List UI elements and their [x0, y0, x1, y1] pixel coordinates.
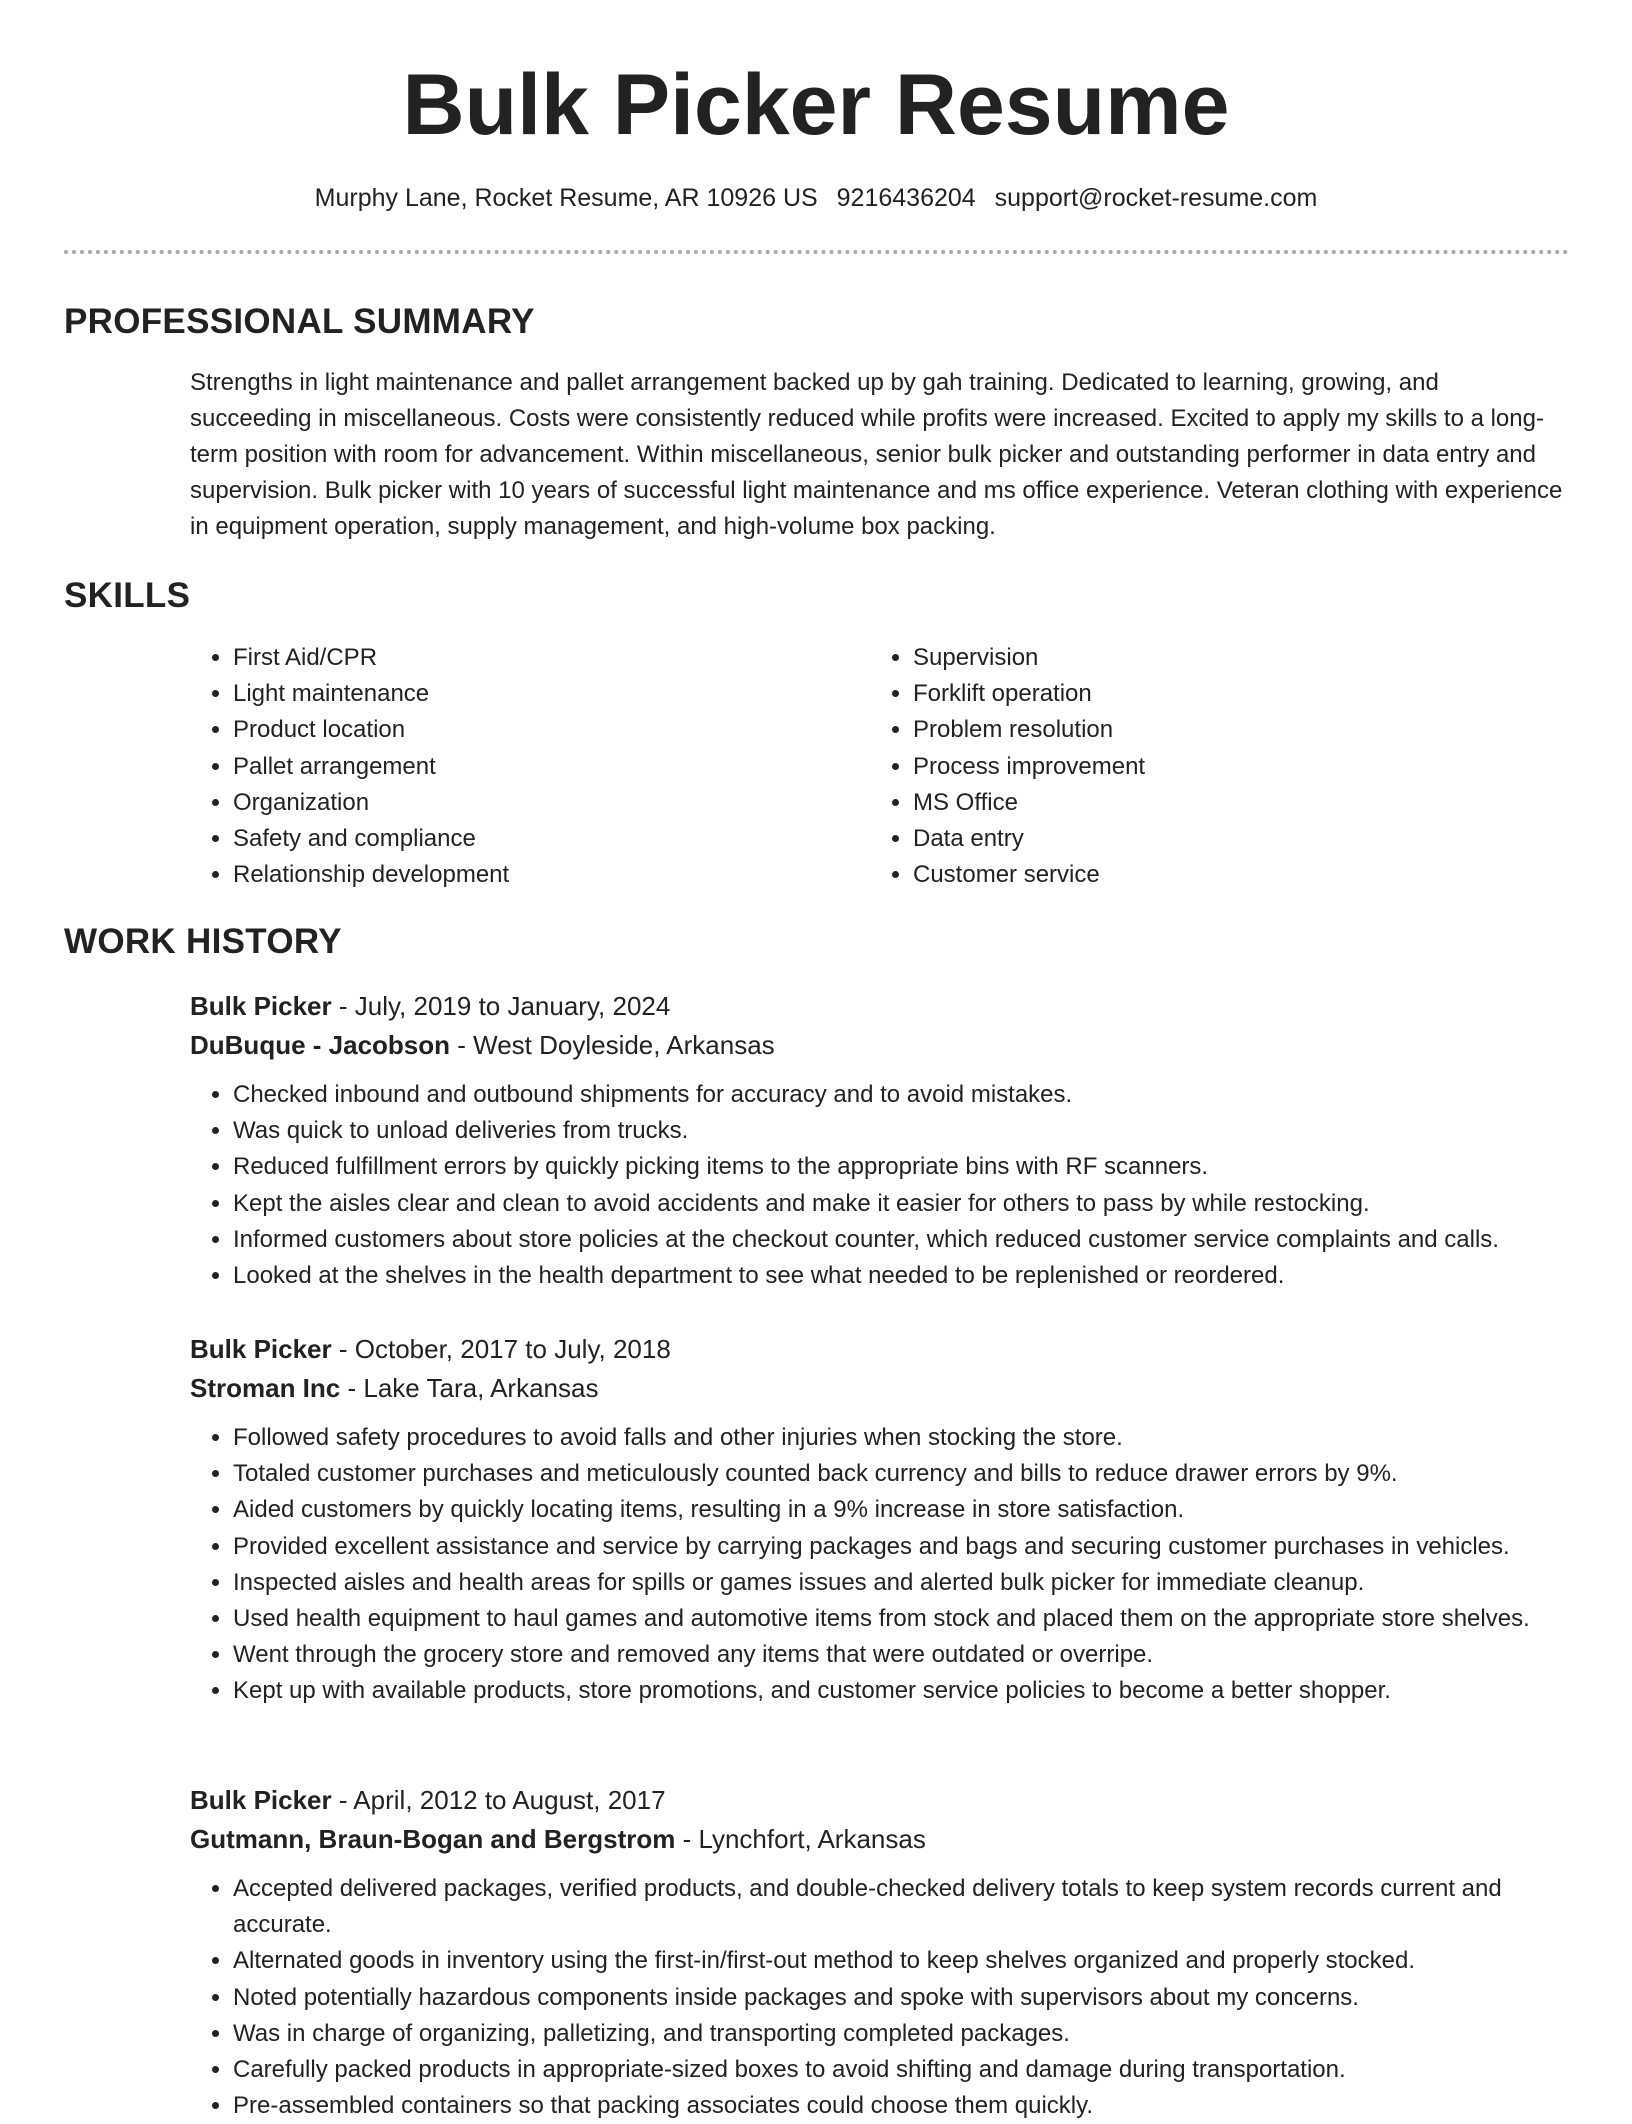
summary-text: Strengths in light maintenance and pallet arrangement backed up by gah training. Dedicated to learning, growing, and succeeding in miscellaneous. Costs were consistently reduced while profits were increased. Excited to apply my skills to a long-term position with room for advancement. Within miscellaneous, senior bulk picker and outstanding performer in data entry and supervision. Bulk picker with 10 years of successful light maintenance and ms office experience. Veteran clothing with experience in equipment operation, supply management, and high-volume box packing. — [190, 369, 1563, 540]
job-location: - West Doyleside, Arkansas — [450, 1030, 775, 1060]
job-location: - Lynchfort, Arkansas — [675, 1824, 926, 1854]
job-bullet-list — [190, 1871, 1570, 2124]
job-entry — [190, 1330, 1570, 1710]
job-title: Bulk Picker — [190, 991, 332, 1021]
skills-list-right — [870, 640, 1553, 893]
job-company: Gutmann, Braun-Bogan and Bergstrom — [190, 1824, 676, 1854]
header-divider — [64, 250, 1569, 254]
job-dates: - April, 2012 to August, 2017 — [331, 1785, 666, 1815]
skills-list-left — [190, 640, 873, 893]
job-bullet: • Followed safety procedures to avoid falls and other injuries when stocking the store. — [233, 1420, 1570, 1456]
job-dates: - October, 2017 to July, 2018 — [331, 1334, 671, 1364]
job-bullet: • Aided customers by quickly locating items, resulting in a 9% increase in store satisfaction. — [233, 1492, 1570, 1528]
job-title-line — [190, 1330, 1570, 1369]
skill-item: • MS Office — [913, 785, 1553, 821]
skill-item: • Process improvement — [913, 749, 1553, 785]
job-bullet: • Checked inbound and outbound shipments for accuracy and to avoid mistakes. — [233, 1077, 1570, 1113]
job-company-line — [190, 1369, 1570, 1408]
contact-email: support@rocket-resume.com — [994, 184, 1318, 212]
job-bullet-list — [190, 1420, 1570, 1710]
job-bullet: • Kept up with available products, store promotions, and customer service policies to become a better shopper. — [233, 1673, 1570, 1709]
job-bullet: • Provided excellent assistance and service by carrying packages and bags and securing customer purchases in vehicles. — [233, 1529, 1570, 1565]
job-bullet: • Totaled customer purchases and meticulously counted back currency and bills to reduce drawer errors by 9%. — [233, 1456, 1570, 1492]
job-company: DuBuque - Jacobson — [190, 1030, 451, 1060]
job-bullet: • Kept the aisles clear and clean to avoid accidents and make it easier for others to pass by while restocking. — [233, 1186, 1570, 1222]
job-title-line — [190, 987, 1570, 1026]
skill-item: • Pallet arrangement — [233, 749, 873, 785]
job-company-line — [190, 1026, 1570, 1065]
job-bullet: • Carefully packed products in appropriate-sized boxes to avoid shifting and damage during transportation. — [233, 2052, 1570, 2088]
skill-item: • Product location — [233, 712, 873, 748]
skills-heading: SKILLS — [64, 576, 191, 615]
contact-line — [0, 178, 1632, 218]
skill-item: • Problem resolution — [913, 712, 1553, 748]
skill-item: • First Aid/CPR — [233, 640, 873, 676]
job-bullet: • Pre-assembled containers so that packing associates could choose them quickly. — [233, 2088, 1570, 2124]
contact-address: Murphy Lane, Rocket Resume, AR 10926 US — [314, 184, 818, 212]
job-title-line — [190, 1781, 1570, 1820]
job-company: Stroman Inc — [190, 1373, 341, 1403]
job-entry — [190, 1781, 1570, 2124]
job-bullet: • Looked at the shelves in the health department to see what needed to be replenished or reordered. — [233, 1258, 1570, 1294]
skill-item: • Organization — [233, 785, 873, 821]
skill-item: • Safety and compliance — [233, 821, 873, 857]
work-history-heading: WORK HISTORY — [64, 922, 342, 961]
job-bullet: • Was in charge of organizing, palletizing, and transporting completed packages. — [233, 2016, 1570, 2052]
job-bullet-list — [190, 1077, 1570, 1294]
resume-title: Bulk Picker Resume — [402, 57, 1230, 153]
job-bullet: • Went through the grocery store and removed any items that were outdated or overripe. — [233, 1637, 1570, 1673]
job-bullet: • Informed customers about store policies at the checkout counter, which reduced customer service complaints and calls. — [233, 1222, 1570, 1258]
skill-item: • Forklift operation — [913, 676, 1553, 712]
skill-item: • Customer service — [913, 857, 1553, 893]
contact-phone: 9216436204 — [836, 184, 976, 212]
summary-heading: PROFESSIONAL SUMMARY — [64, 302, 535, 341]
job-bullet: • Alternated goods in inventory using the first-in/first-out method to keep shelves organized and properly stocked. — [233, 1943, 1570, 1979]
skill-item: • Relationship development — [233, 857, 873, 893]
job-bullet: • Reduced fulfillment errors by quickly picking items to the appropriate bins with RF scanners. — [233, 1149, 1570, 1185]
job-company-line — [190, 1820, 1570, 1859]
job-bullet: • Inspected aisles and health areas for spills or games issues and alerted bulk picker for immediate cleanup. — [233, 1565, 1570, 1601]
skill-item: • Light maintenance — [233, 676, 873, 712]
skill-item: • Supervision — [913, 640, 1553, 676]
job-bullet: • Noted potentially hazardous components inside packages and spoke with supervisors about my concerns. — [233, 1980, 1570, 2016]
job-entry — [190, 987, 1570, 1294]
job-dates: - July, 2019 to January, 2024 — [331, 991, 671, 1021]
job-title: Bulk Picker — [190, 1785, 332, 1815]
job-location: - Lake Tara, Arkansas — [340, 1373, 599, 1403]
job-bullet: • Was quick to unload deliveries from trucks. — [233, 1113, 1570, 1149]
skill-item: • Data entry — [913, 821, 1553, 857]
job-bullet: • Accepted delivered packages, verified products, and double-checked delivery totals to keep system records current and accurate. — [233, 1871, 1570, 1943]
job-bullet: • Used health equipment to haul games and automotive items from stock and placed them on the appropriate store shelves. — [233, 1601, 1570, 1637]
job-title: Bulk Picker — [190, 1334, 332, 1364]
